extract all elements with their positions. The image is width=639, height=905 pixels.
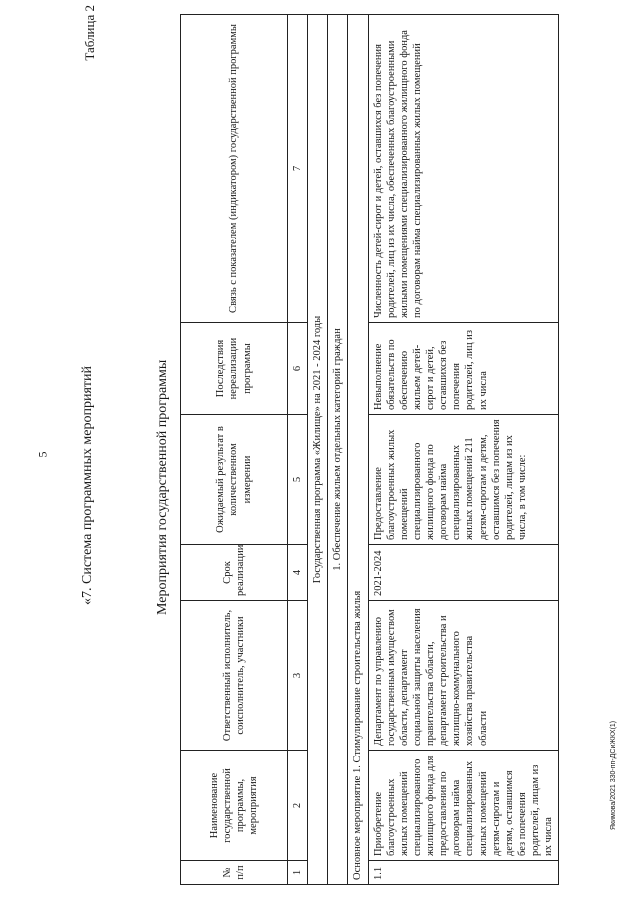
event-result: Предоставление благоустроенных жилых помещений специализированного жилищного фонда по договорам найма специализированных жилых помещений 211 детям-сиротам и детям, оставшимся без попечения родителей, лицам из их числа, в том числе: [368,415,559,545]
col-number: 5 [288,415,308,545]
program-row [308,15,328,885]
event-name: Приобретение благоустроенных жилых помещений специализированного жилищного фонда для предоставления по договорам найма специализированных жилых помещений детям-сиротам и детям, оставшимся без попечения родителей, лицам из их числа [368,751,559,861]
col-number: 4 [288,545,308,601]
table-row [368,15,559,885]
header-period: Срок реализации [181,545,288,601]
main-event-row [348,15,368,885]
header-executor: Ответственный исполнитель, соисполнитель, участники [181,601,288,751]
header-num: № п/п [181,861,288,885]
program-title-cell: Государственная программа «Жилище» на 2021 - 2024 годы [308,15,328,885]
page-number: 5 [35,451,50,458]
column-number-row [288,15,308,885]
event-executor: Департамент по управлению государственным имуществом области, департамент социальной защиты населения правительства области, департамент строительства и жилищно-коммунального хозяйства правительства области [368,601,559,751]
header-name: Наименование государственной программы, мероприятия [181,751,288,861]
event-period: 2021-2024 [368,545,559,601]
table-title: Мероприятия государственной программы [155,359,170,615]
event-consequences: Невыполнение обязательств по обеспечению жильем детей-сирот и детей, оставшихся без попечения родителей, лиц из их числа [368,323,559,415]
col-number: 1 [288,861,308,885]
events-table [180,14,559,885]
event-indicator: Численность детей-сирот и детей, оставшихся без попечения родителей, лиц из их числа, обеспеченных благоустроенными жилыми помещениями специализированного жилищного фонда по договорам найма специализированных жилых помещений [368,15,559,323]
col-number: 2 [288,751,308,861]
document-footer: Якимова/2021 330-пп-ДСиЖКХ(1) [610,720,617,830]
goal-title-cell: 1. Обеспечение жильем отдельных категорий граждан [328,15,348,885]
col-number: 3 [288,601,308,751]
header-consequences: Последствия нереализации программы [181,323,288,415]
goal-row [328,15,348,885]
header-row [181,15,288,885]
rotated-page-content [80,5,555,885]
col-number: 6 [288,323,308,415]
header-result: Ожидаемый результат в количественном измерении [181,415,288,545]
table-label: Таблица 2 [82,5,97,61]
header-indicator: Связь с показателем (индикатором) государственной программы [181,15,288,323]
row-number: 1.1 [368,861,559,885]
section-title: «7. Система программных мероприятий [80,365,95,605]
col-number: 7 [288,15,308,323]
main-event-cell: Основное мероприятие 1. Стимулирование строительства жилья [348,15,368,885]
